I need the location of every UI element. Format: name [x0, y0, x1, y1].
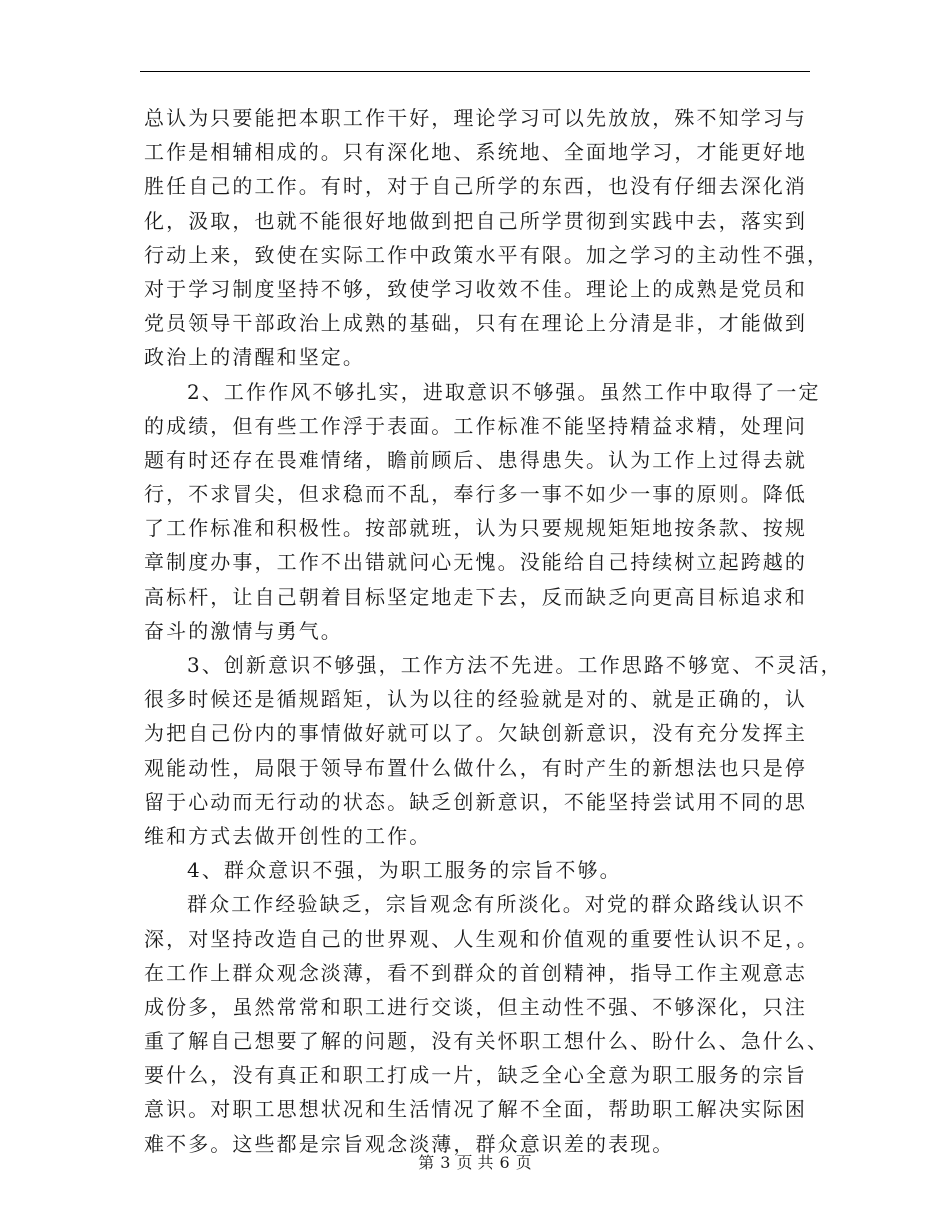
text-line: 对于学习制度坚持不够，致使学习收效不佳。理论上的成熟是党员和	[144, 276, 807, 301]
text-line: 在工作上群众观念淡薄，看不到群众的首创精神，指导工作主观意志	[144, 960, 807, 985]
text-line: 重了解自己想要了解的问题，没有关怀职工想什么、盼什么、急什么、	[144, 1029, 830, 1054]
text-line: 维和方式去做开创性的工作。	[144, 823, 432, 848]
text-line: 成份多，虽然常常和职工进行交谈，但主动性不强、不够深化，只注	[144, 994, 807, 1019]
text-line: 行，不求冒尖，但求稳而不乱，奉行多一事不如少一事的原则。降低	[144, 482, 807, 507]
total-pages-number: 6	[499, 1153, 510, 1172]
paragraph-heading-4: 4、群众意识不强，为职工服务的宗旨不够。	[187, 858, 622, 883]
text-line: 党员领导干部政治上成熟的基础，只有在理论上分清是非，才能做到	[144, 311, 807, 336]
text-line: 了工作标准和积极性。按部就班，认为只要规规矩矩地按条款、按规	[144, 516, 807, 541]
text-line: 政治上的清醒和坚定。	[144, 345, 365, 370]
text-line: 高标杆，让自己朝着目标坚定地走下去，反而缺乏向更高目标追求和	[144, 584, 807, 609]
text-line: 章制度办事，工作不出错就问心无愧。没能给自己持续树立起跨越的	[144, 550, 807, 575]
text-line: 意识。对职工思想状况和生活情况了解不全面，帮助职工解决实际困	[144, 1097, 807, 1122]
paragraph-start: 群众工作经验缺乏，宗旨观念有所淡化。对党的群众路线认识不	[187, 892, 806, 917]
text-line: 题有时还存在畏难情绪，瞻前顾后、患得患失。认为工作上过得去就	[144, 447, 807, 472]
text-line: 难不多。这些都是宗旨观念淡薄，群众意识差的表现。	[144, 1131, 675, 1156]
text-line: 胜任自己的工作。有时，对于自己所学的东西，也没有仔细去深化消	[144, 174, 807, 199]
document-body	[144, 101, 843, 1161]
text-line: 奋斗的激情与勇气。	[144, 618, 343, 643]
text-line: 为把自己份内的事情做好就可以了。欠缺创新意识，没有充分发挥主	[144, 721, 807, 746]
current-page-number: 3	[440, 1153, 451, 1172]
text-line: 很多时候还是循规蹈矩，认为以往的经验就是对的、就是正确的，认	[144, 687, 807, 712]
footer-middle: 页 共	[456, 1153, 494, 1172]
text-line: 工作是相辅相成的。只有深化地、系统地、全面地学习，才能更好地	[144, 140, 807, 165]
text-line: 观能动性，局限于领导布置什么做什么，有时产生的新想法也只是停	[144, 755, 807, 780]
paragraph-heading-2: 2、工作作风不够扎实，进取意识不够强。虽然工作中取得了一定	[187, 379, 821, 404]
text-line: 的成绩，但有些工作浮于表面。工作标准不能坚持精益求精，处理问	[144, 413, 807, 438]
footer-suffix: 页	[515, 1153, 532, 1172]
header-rule	[140, 71, 810, 72]
page-footer	[0, 1150, 950, 1173]
text-line: 留于心动而无行动的状态。缺乏创新意识，不能坚持尝试用不同的思	[144, 789, 807, 814]
text-line: 要什么，没有真正和职工打成一片，缺乏全心全意为职工服务的宗旨	[144, 1063, 807, 1088]
footer-prefix: 第	[418, 1153, 435, 1172]
paragraph-heading-3: 3、创新意识不够强，工作方法不先进。工作思路不够宽、不灵活，	[187, 653, 843, 677]
text-line: 总认为只要能把本职工作干好，理论学习可以先放放，殊不知学习与	[144, 106, 807, 130]
text-line: 化，汲取，也就不能很好地做到把自己所学贯彻到实践中去，落实到	[144, 208, 807, 233]
text-line: 深，对坚持改造自己的世界观、人生观和价值观的重要性认识不足，。	[144, 926, 820, 951]
text-line: 行动上来，致使在实际工作中政策水平有限。加之学习的主动性不强，	[144, 242, 830, 267]
